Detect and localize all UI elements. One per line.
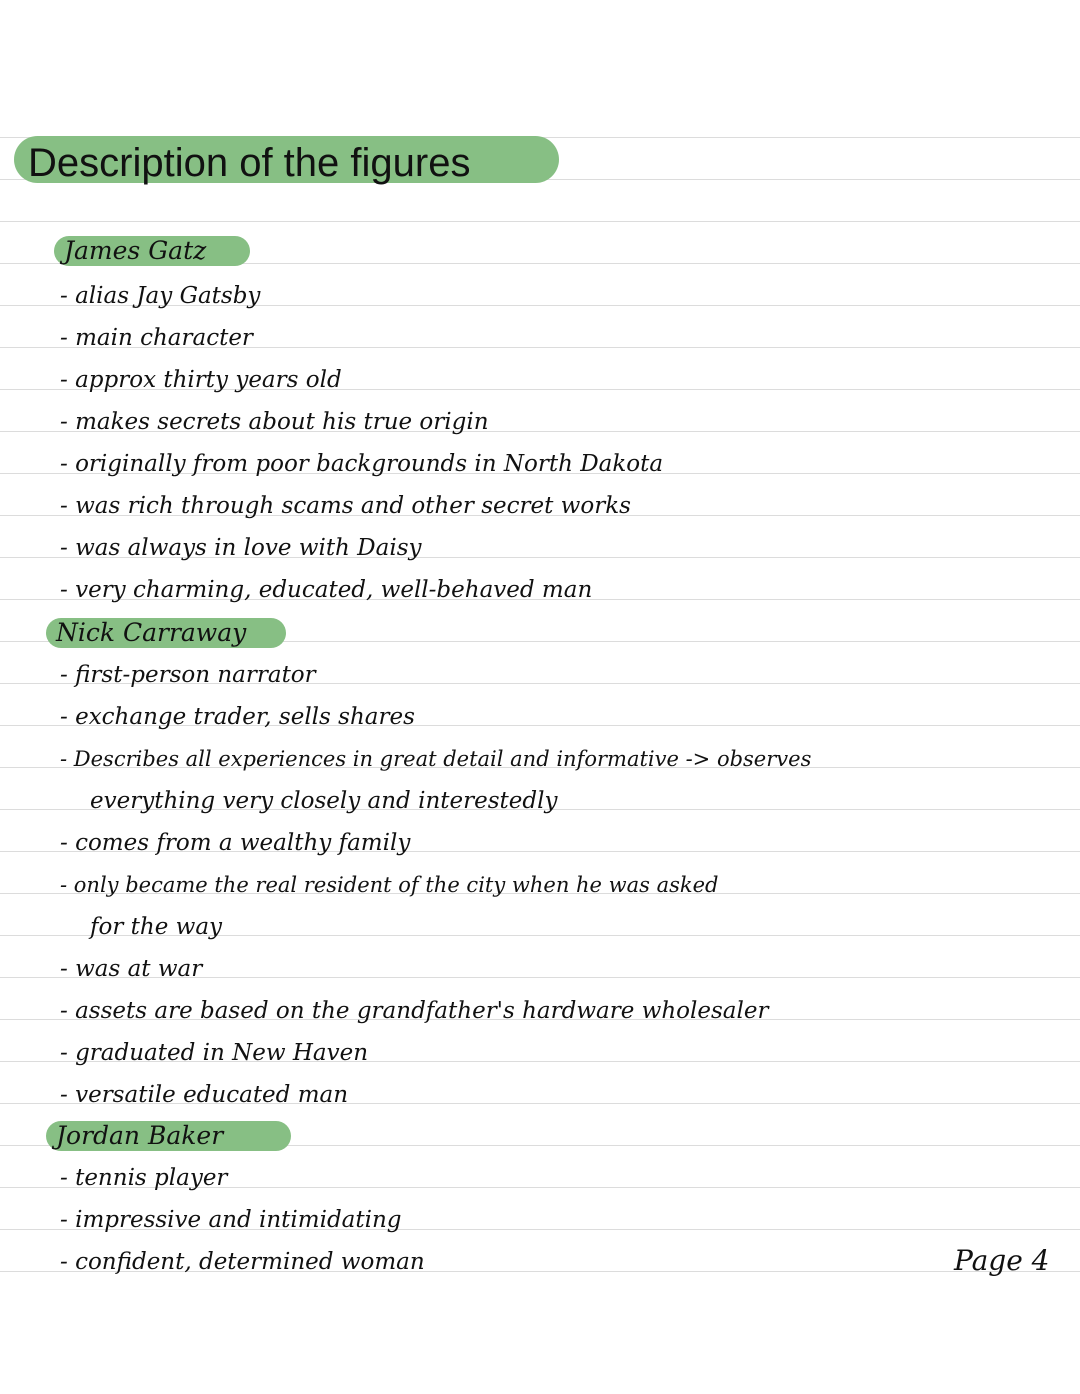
list-item: - was always in love with Daisy [60,535,422,561]
list-item: - assets are based on the grandfather's hardware wholesaler [60,998,769,1024]
list-item: - alias Jay Gatsby [60,283,261,309]
ruled-line [0,221,1080,222]
list-item-continuation: everything very closely and interestedly [90,788,558,814]
list-item: - approx thirty years old [60,367,342,393]
list-item: - makes secrets about his true origin [60,409,489,435]
page-number: Page 4 [954,1244,1050,1277]
list-item: - versatile educated man [60,1082,349,1108]
list-item: - was rich through scams and other secret works [60,493,631,519]
page-title: Description of the figures [28,141,471,185]
list-item: - first-person narrator [60,662,316,688]
list-item: - comes from a wealthy family [60,830,411,856]
list-item: - confident, determined woman [60,1249,425,1275]
list-item: - was at war [60,956,203,982]
list-item: - Describes all experiences in great detail and informative -> observes [60,747,812,771]
list-item: - exchange trader, sells shares [60,704,415,730]
list-item: - originally from poor backgrounds in North Dakota [60,451,664,477]
list-item-continuation: for the way [90,914,223,940]
list-item: - impressive and intimidating [60,1207,402,1233]
list-item: - graduated in New Haven [60,1040,369,1066]
list-item: - main character [60,325,253,351]
list-item: - very charming, educated, well-behaved man [60,577,593,603]
section-heading-nick-carraway: Nick Carraway [46,618,286,648]
section-heading-jordan-baker: Jordan Baker [46,1121,291,1151]
list-item: - tennis player [60,1165,228,1191]
list-item: - only became the real resident of the city when he was asked [60,873,719,897]
section-heading-james-gatz: James Gatz [54,236,250,266]
